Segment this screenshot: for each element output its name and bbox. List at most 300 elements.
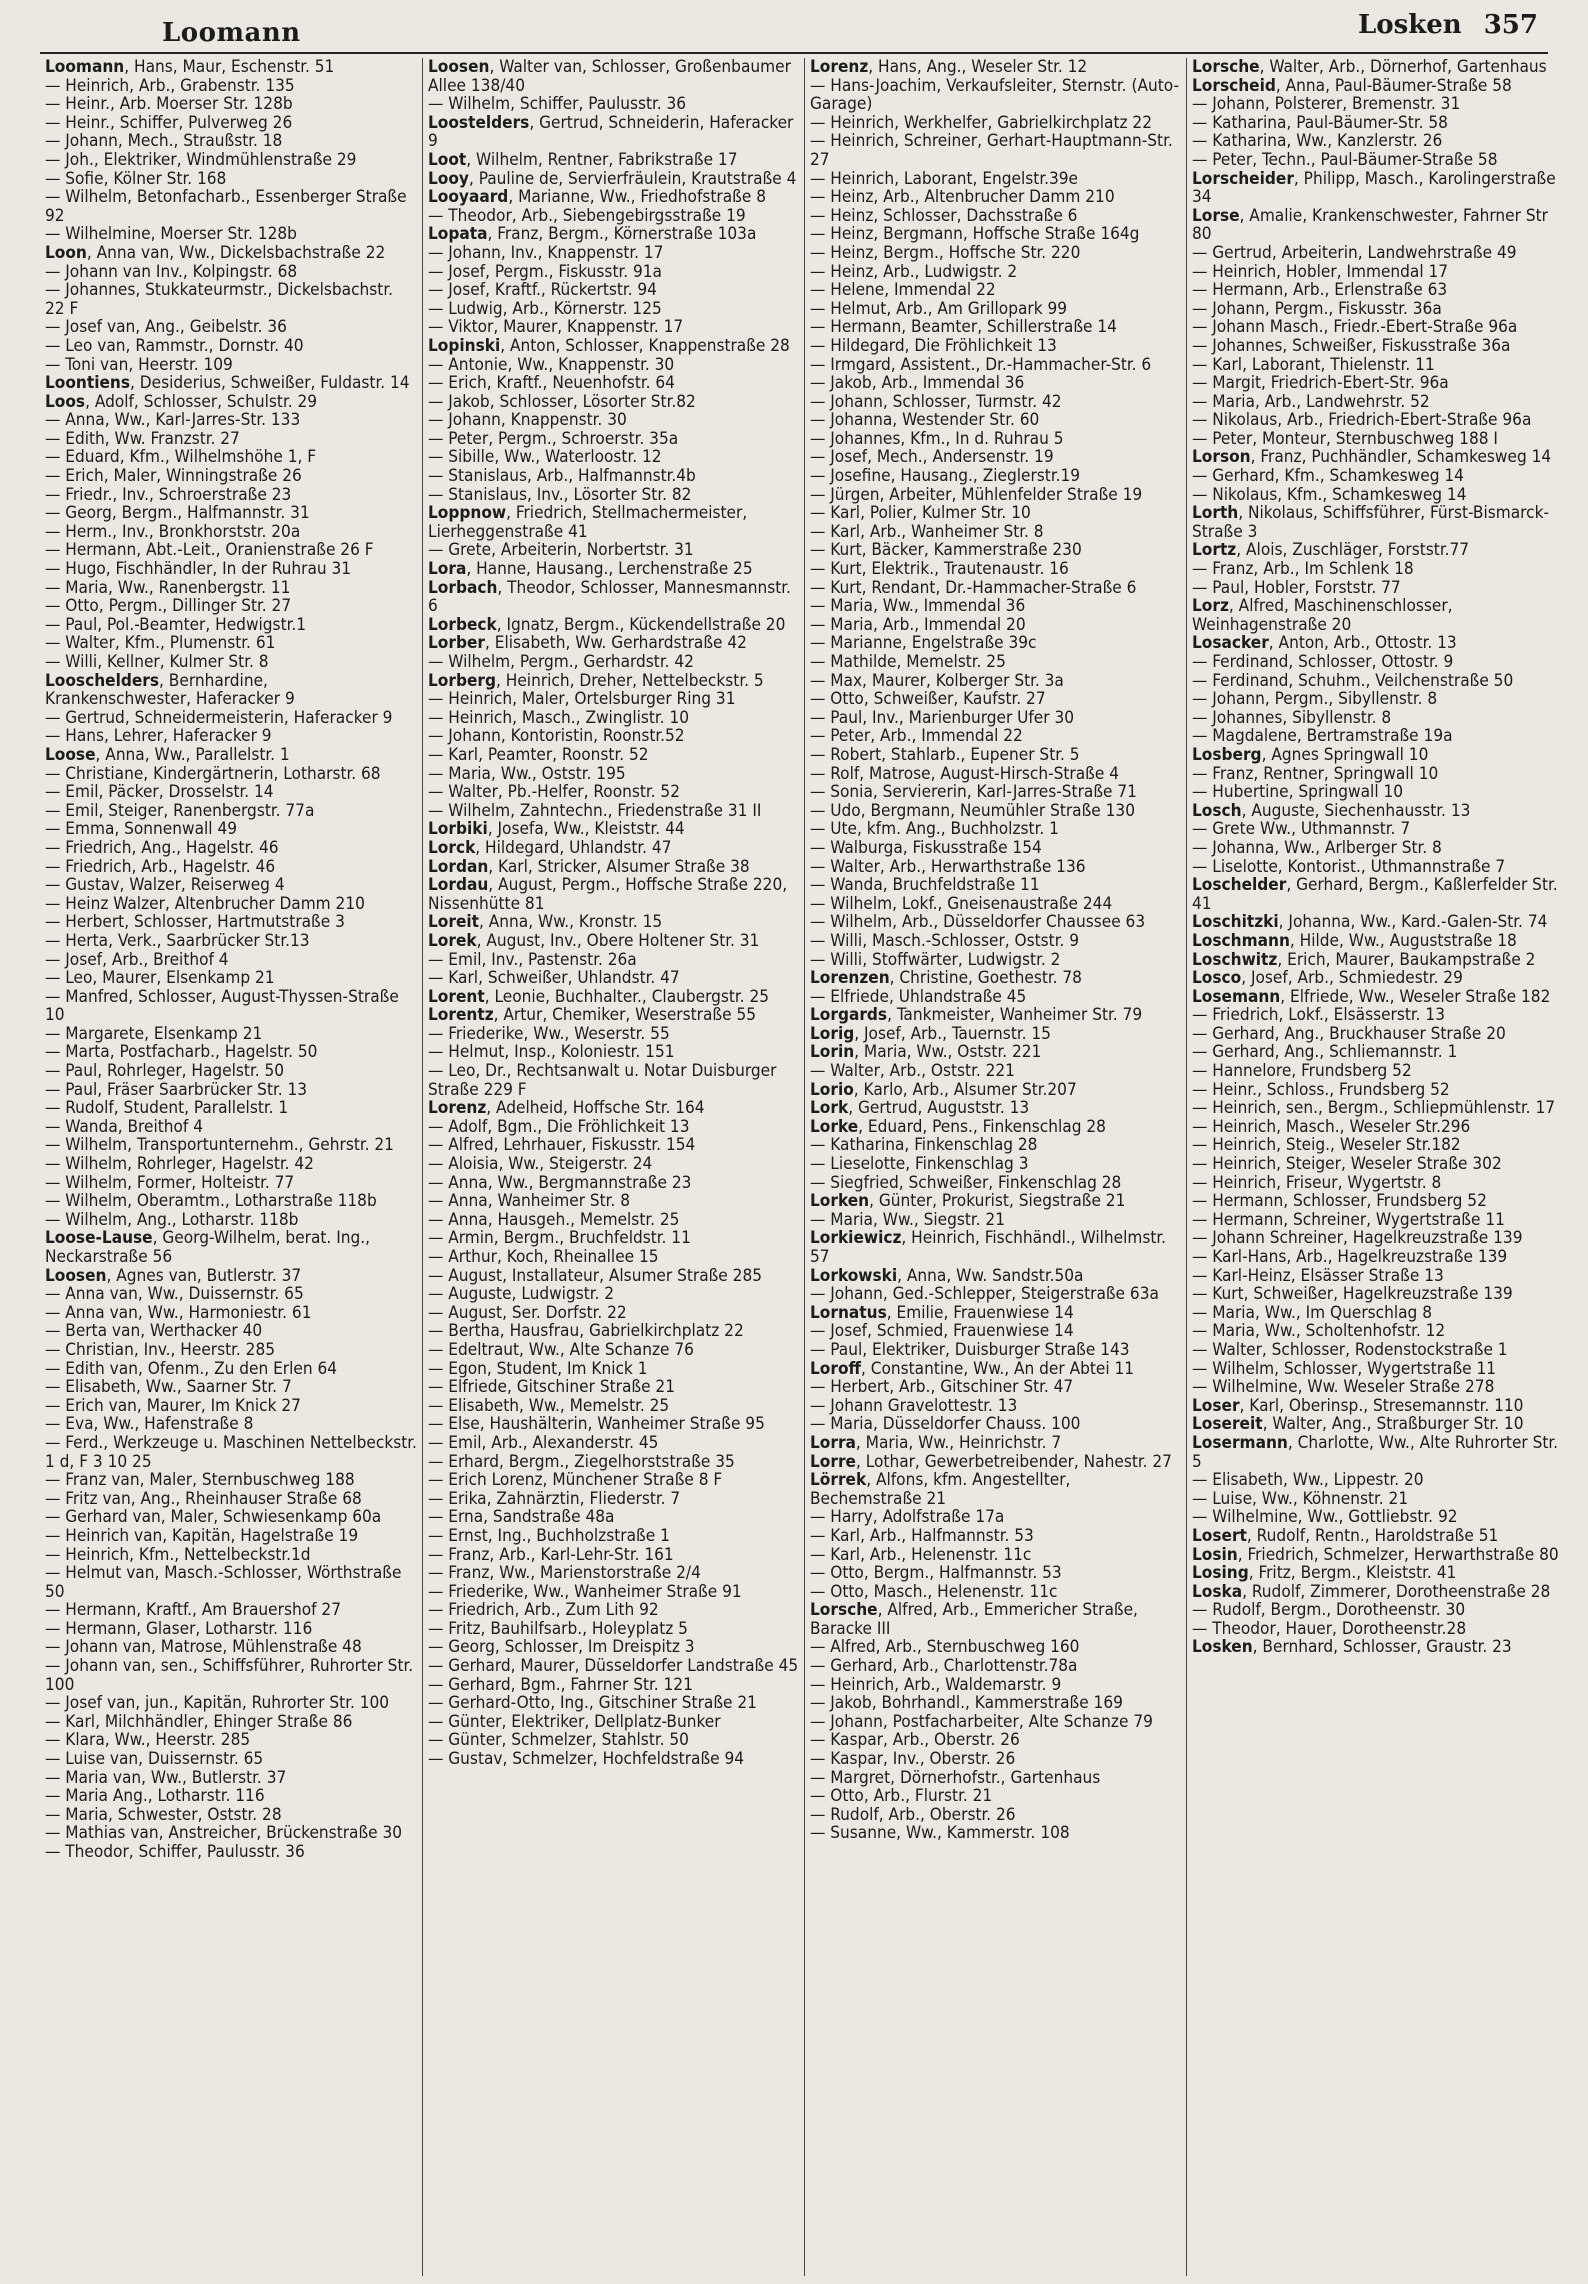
- directory-entry: — Kaspar, Arb., Oberstr. 26: [810, 1730, 1020, 1751]
- directory-entry: — Johannes, Kfm., In d. Ruhrau 5: [810, 428, 1064, 449]
- directory-entry: Lorra, Maria, Ww., Heinrichstr. 7: [810, 1432, 1062, 1453]
- directory-entry: Lortz, Alois, Zuschläger, Forststr.77: [1192, 540, 1470, 561]
- directory-entry: — Willi, Kellner, Kulmer Str. 8: [45, 652, 269, 672]
- directory-entry: — Heinrich, Werkhelfer, Gabrielkirchplatz 22: [810, 112, 1152, 133]
- directory-entry: — Maria, Arb., Immendal 20: [810, 614, 1026, 635]
- directory-entry: — Heinrich, Laborant, Engelstr.39e: [810, 168, 1078, 189]
- directory-entry: — Wilhelmine, Moerser Str. 128b: [45, 224, 297, 245]
- directory-entry: — Paul, Elektriker, Duisburger Straße 143: [810, 1339, 1130, 1360]
- directory-entry: — Ferd., Werkzeuge u. Maschinen Nettelbeckstr. 1 d, F 3 10 25: [45, 1432, 417, 1472]
- directory-entry: — Karl, Arb., Halfmannstr. 53: [810, 1525, 1034, 1546]
- directory-entry: — Maria, Düsseldorfer Chauss. 100: [810, 1414, 1081, 1435]
- directory-entry: Lorkowski, Anna, Ww. Sandstr.50a: [810, 1265, 1084, 1286]
- directory-entry: — Peter, Pergm., Schroerstr. 35a: [428, 428, 679, 449]
- directory-entry: — Elisabeth, Ww., Lippestr. 20: [1192, 1470, 1424, 1491]
- directory-entry: — Maria, Ww., Oststr. 195: [428, 763, 626, 784]
- entry-surname: Lorberg: [428, 670, 496, 691]
- directory-entry: — Josef van, Ang., Geibelstr. 36: [45, 317, 287, 338]
- directory-entry: Lora, Hanne, Hausang., Lerchenstraße 25: [428, 559, 753, 580]
- directory-entry: — Wilhelm, Schlosser, Wygertstraße 11: [1192, 1358, 1497, 1379]
- directory-entry: — Manfred, Schlosser, August-Thyssen-Straße 10: [45, 986, 399, 1026]
- directory-entry: — Luise van, Duissernstr. 65: [45, 1749, 264, 1770]
- entry-surname: Loppnow: [428, 503, 507, 524]
- directory-entry: — Ludwig, Arb., Körnerstr. 125: [428, 298, 662, 319]
- directory-entry: Losken, Bernhard, Schlosser, Graustr. 23: [1192, 1637, 1512, 1658]
- entry-surname: Lorio: [810, 1079, 854, 1100]
- directory-entry: — Friedrich, Lokf., Elsässerstr. 13: [1192, 1005, 1445, 1026]
- directory-entry: — Gustav, Schmelzer, Hochfeldstraße 94: [428, 1749, 745, 1770]
- directory-entry: — Max, Maurer, Kolberger Str. 3a: [810, 670, 1064, 691]
- directory-entry: — Bertha, Hausfrau, Gabrielkirchplatz 22: [428, 1321, 744, 1342]
- directory-entry: — Franz, Ww., Marienstorstraße 2/4: [428, 1563, 701, 1584]
- directory-entry: — Erhard, Bergm., Ziegelhorststraße 35: [428, 1451, 735, 1472]
- directory-entry: — Wilhelm, Transportunternehm., Gehrstr. 21: [45, 1135, 394, 1156]
- entry-surname: Lorz: [1192, 596, 1229, 617]
- directory-entry: — Maria, Arb., Landwehrstr. 52: [1192, 391, 1430, 412]
- directory-entry: Loska, Rudolf, Zimmerer, Dorotheenstraße 28: [1192, 1581, 1551, 1602]
- entry-surname: Lordan: [428, 856, 489, 877]
- directory-entry: — Siegfried, Schweißer, Finkenschlag 28: [810, 1172, 1122, 1193]
- directory-entry: — Wilhelm, Lokf., Gneisenaustraße 244: [810, 893, 1113, 914]
- directory-entry: — Heinrich, Hobler, Immendal 17: [1192, 261, 1449, 282]
- entry-surname: Losacker: [1192, 633, 1269, 654]
- directory-entry: — Christiane, Kindergärtnerin, Lotharstr. 68: [45, 763, 381, 784]
- directory-entry: — Karl, Arb., Helenenstr. 11c: [810, 1544, 1032, 1565]
- directory-entry: — Wilhelm, Zahntechn., Friedenstraße 31 II: [428, 800, 762, 821]
- column-2: [422, 58, 804, 2276]
- directory-entry: — Johanna, Westender Str. 60: [810, 410, 1040, 431]
- directory-entry: — Gertrud, Schneidermeisterin, Haferacker 9: [45, 707, 393, 728]
- entry-surname: Lorbeck: [428, 614, 497, 635]
- directory-entry: — Maria, Ww., Ranenbergstr. 11: [45, 577, 291, 598]
- entry-surname: Loose-Lause: [45, 1228, 153, 1249]
- directory-entry: Lorbeck, Ignatz, Bergm., Kückendellstraße 20: [428, 614, 786, 635]
- entry-surname: Losken: [1192, 1637, 1253, 1658]
- directory-entry: Lorsche, Alfred, Arb., Emmericher Straße, Baracke III: [810, 1600, 1138, 1639]
- entry-surname: Lorken: [810, 1191, 870, 1212]
- directory-entry: — Herbert, Schlosser, Hartmutstraße 3: [45, 912, 345, 933]
- directory-entry: — Herta, Verk., Saarbrücker Str.13: [45, 930, 310, 951]
- directory-entry: — Friedr., Inv., Schroerstraße 23: [45, 484, 292, 505]
- entry-surname: Lorra: [810, 1432, 856, 1453]
- entry-surname: Loostelders: [428, 112, 530, 133]
- directory-entry: — Helmut van, Masch.-Schlosser, Wörthstraße 50: [45, 1563, 402, 1602]
- directory-entry: — Heinz, Bergm., Hoffsche Str. 220: [810, 242, 1081, 263]
- directory-entry: Loreit, Anna, Ww., Kronstr. 15: [428, 912, 663, 933]
- directory-entry: — Christian, Inv., Heerstr. 285: [45, 1339, 276, 1360]
- directory-entry: Losin, Friedrich, Schmelzer, Herwarthstraße 80: [1192, 1544, 1559, 1565]
- directory-entry: — Anna, Hausgeh., Memelstr. 25: [428, 1209, 680, 1230]
- entry-surname: Lorek: [428, 930, 477, 951]
- directory-entry: — Willi, Masch.-Schlosser, Oststr. 9: [810, 930, 1080, 951]
- directory-entry: — Katharina, Paul-Bäumer-Str. 58: [1192, 112, 1448, 133]
- directory-entry: — Peter, Monteur, Sternbuschweg 188 I: [1192, 428, 1498, 449]
- directory-entry: — Maria, Ww., Siegstr. 21: [810, 1209, 1005, 1230]
- directory-entry: — Edith van, Ofenm., Zu den Erlen 64: [45, 1358, 338, 1379]
- directory-entry: — Johann Masch., Friedr.-Ebert-Straße 96a: [1192, 317, 1518, 338]
- directory-entry: Lorent, Leonie, Buchhalter., Claubergstr. 25: [428, 986, 770, 1007]
- directory-entry: — Karl, Milchhändler, Ehinger Straße 86: [45, 1711, 353, 1732]
- entry-surname: Lorscheid: [1192, 75, 1276, 96]
- entry-surname: Lorkowski: [810, 1265, 898, 1286]
- entry-surname: Loser: [1192, 1395, 1240, 1416]
- entry-surname: Lopinski: [428, 335, 501, 356]
- directory-entry: — Marta, Postfacharb., Hagelstr. 50: [45, 1042, 318, 1063]
- directory-entry: — Alfred, Arb., Sternbuschweg 160: [810, 1637, 1080, 1658]
- entry-surname: Lörrek: [810, 1470, 867, 1491]
- directory-entry: — Maria van, Ww., Butlerstr. 37: [45, 1767, 287, 1788]
- entry-surname: Looy: [428, 168, 469, 189]
- directory-entry: — Lieselotte, Finkenschlag 3: [810, 1154, 1029, 1175]
- directory-entry: Loschmann, Hilde, Ww., Auguststraße 18: [1192, 930, 1517, 951]
- directory-entry: — Margret, Dörnerhofstr., Gartenhaus: [810, 1767, 1101, 1788]
- entry-surname: Loschitzki: [1192, 912, 1279, 933]
- directory-entry: — Heinrich, Masch., Zwinglistr. 10: [428, 707, 690, 728]
- directory-entry: — Helmut, Arb., Am Grillopark 99: [810, 298, 1068, 319]
- directory-entry: — Heinrich, Kfm., Nettelbeckstr.1d: [45, 1544, 311, 1565]
- directory-entry: — Nikolaus, Kfm., Schamkesweg 14: [1192, 484, 1467, 505]
- directory-entry: — Johann, Mech., Straußstr. 18: [45, 131, 283, 152]
- header-right-keyword: Losken: [1357, 10, 1462, 40]
- entry-surname: Loroff: [810, 1358, 861, 1379]
- directory-entry: Lorscheider, Philipp, Masch., Karolingerstraße 34: [1192, 168, 1556, 208]
- directory-entry: — Hermann, Kraftf., Am Brauershof 27: [45, 1600, 341, 1621]
- directory-entry: — Eduard, Kfm., Wilhelmshöhe 1, F: [45, 447, 317, 468]
- directory-entry: — Marianne, Engelstraße 39c: [810, 633, 1037, 654]
- directory-entry: — Wilhelm, Pergm., Gerhardstr. 42: [428, 652, 694, 672]
- entry-surname: Losemann: [1192, 986, 1281, 1007]
- entry-surname: Losberg: [1192, 744, 1262, 765]
- directory-entry: Losco, Josef, Arb., Schmiedestr. 29: [1192, 968, 1463, 989]
- directory-entry: — Maria, Ww., Immendal 36: [810, 596, 1026, 617]
- directory-entry: — Katharina, Finkenschlag 28: [810, 1135, 1038, 1156]
- directory-entry: — Wilhelmine, Ww. Weseler Straße 278: [1192, 1377, 1495, 1398]
- directory-entry: — Paul, Fräser Saarbrücker Str. 13: [45, 1079, 308, 1100]
- directory-entry: Loppnow, Friedrich, Stellmachermeister, Lierheggenstraße 41: [428, 503, 748, 542]
- directory-entry: — Paul, Inv., Marienburger Ufer 30: [810, 707, 1075, 728]
- directory-entry: Lorbach, Theodor, Schlosser, Mannesmannstr. 6: [428, 577, 791, 617]
- directory-entry: Losermann, Charlotte, Ww., Alte Ruhrorter Str. 5: [1192, 1432, 1559, 1472]
- directory-entry: — Wilhelm, Former, Holteistr. 77: [45, 1172, 295, 1193]
- directory-entry: — August, Ser. Dorfstr. 22: [428, 1302, 627, 1323]
- directory-entry: — Walter, Arb., Oststr. 221: [810, 1061, 1015, 1082]
- directory-entry: — Otto, Masch., Helenenstr. 11c: [810, 1581, 1058, 1602]
- directory-entry: Lorentz, Artur, Chemiker, Weserstraße 55: [428, 1005, 757, 1026]
- directory-entry: — Georg, Bergm., Halfmannstr. 31: [45, 503, 310, 524]
- directory-entry: — Günter, Schmelzer, Stahlstr. 50: [428, 1730, 689, 1751]
- entry-surname: Loose: [45, 744, 96, 765]
- directory-entry: — Heinrich van, Kapitän, Hagelstraße 19: [45, 1525, 359, 1546]
- entry-surname: Lorenz: [810, 58, 869, 77]
- directory-entry: — Heinrich, Steig., Weseler Str.182: [1192, 1135, 1461, 1156]
- directory-entry: Loos, Adolf, Schlosser, Schulstr. 29: [45, 391, 318, 412]
- directory-entry: — Viktor, Maurer, Knappenstr. 17: [428, 317, 684, 338]
- directory-entry: — Harry, Adolfstraße 17a: [810, 1507, 1005, 1528]
- directory-entry: — Hubertine, Springwall 10: [1192, 782, 1404, 803]
- directory-entry: — Josef, Pergm., Fiskusstr. 91a: [428, 261, 662, 282]
- directory-entry: — Fritz, Bauhilfsarb., Holeyplatz 5: [428, 1618, 688, 1639]
- entry-surname: Lorke: [810, 1116, 859, 1137]
- directory-entry: — Heinr., Arb. Moerser Str. 128b: [45, 94, 293, 115]
- directory-entry: — Hermann, Glaser, Lotharstr. 116: [45, 1618, 313, 1639]
- directory-entry: — Heinrich, Maler, Ortelsburger Ring 31: [428, 689, 736, 710]
- directory-entry: — Heinz, Arb., Altenbrucher Damm 210: [810, 187, 1115, 208]
- directory-entry: — Hildegard, Die Fröhlichkeit 13: [810, 335, 1057, 356]
- directory-entry: — Johann van Inv., Kolpingstr. 68: [45, 261, 298, 282]
- directory-entry: — Willi, Stoffwärter, Ludwigstr. 2: [810, 949, 1061, 970]
- directory-entry: — Rudolf, Bergm., Dorotheenstr. 30: [1192, 1600, 1466, 1621]
- entry-surname: Lorgards: [810, 1005, 888, 1026]
- entry-surname: Lorsche: [1192, 58, 1260, 77]
- directory-entry: — Anna, Ww., Bergmannstraße 23: [428, 1172, 692, 1193]
- directory-entry: — Wilhelm, Betonfacharb., Essenberger Straße 92: [45, 187, 407, 226]
- directory-entry: — Gerhard, Kfm., Schamkesweg 14: [1192, 466, 1464, 487]
- directory-entry: — Josef van, jun., Kapitän, Ruhrorter Str. 100: [45, 1693, 390, 1714]
- directory-entry: Lorenz, Hans, Ang., Weseler Str. 12: [810, 58, 1088, 77]
- directory-entry: Lorth, Nikolaus, Schiffsführer, Fürst-Bismarck-Straße 3: [1192, 503, 1550, 542]
- directory-entry: — Stanislaus, Inv., Lösorter Str. 82: [428, 484, 692, 505]
- directory-entry: — Wilhelm, Arb., Düsseldorfer Chaussee 63: [810, 912, 1146, 933]
- directory-entry: — Johann, Pergm., Sibyllenstr. 8: [1192, 689, 1438, 710]
- directory-entry: — Mathilde, Memelstr. 25: [810, 652, 1006, 672]
- directory-entry: Losert, Rudolf, Rentn., Haroldstraße 51: [1192, 1525, 1499, 1546]
- directory-entry: — Heinrich, sen., Bergm., Schliepmühlenstr. 17: [1192, 1098, 1556, 1119]
- directory-entry: — Ernst, Ing., Buchholzstraße 1: [428, 1525, 670, 1546]
- directory-entry: — Kurt, Elektrik., Trautenaustr. 16: [810, 559, 1069, 580]
- directory-entry: — Karl-Hans, Arb., Hagelkreuzstraße 139: [1192, 1247, 1508, 1267]
- directory-entry: Loschwitz, Erich, Maurer, Baukampstraße 2: [1192, 949, 1536, 970]
- column-4: [1186, 58, 1568, 2276]
- directory-entry: Lorberg, Heinrich, Dreher, Nettelbeckstr. 5: [428, 670, 764, 691]
- directory-entry: — Karl, Schweißer, Uhlandstr. 47: [428, 968, 680, 989]
- entry-surname: Losert: [1192, 1525, 1247, 1546]
- directory-entry: Lorber, Elisabeth, Ww. Gerhardstraße 42: [428, 633, 747, 654]
- directory-entry: Losacker, Anton, Arb., Ottostr. 13: [1192, 633, 1457, 654]
- directory-entry: — Hans, Lehrer, Haferacker 9: [45, 726, 272, 747]
- directory-entry: — Johanna, Ww., Arlberger Str. 8: [1192, 837, 1442, 858]
- directory-entry: — Georg, Schlosser, Im Dreispitz 3: [428, 1637, 695, 1658]
- directory-entry: Loschelder, Gerhard, Bergm., Kaßlerfelder Str. 41: [1192, 875, 1558, 914]
- directory-entry: — Heinrich, Steiger, Weseler Straße 302: [1192, 1154, 1502, 1175]
- entry-surname: Lorck: [428, 837, 476, 858]
- directory-entry: — Joh., Elektriker, Windmühlenstraße 29: [45, 149, 357, 170]
- directory-entry: — Friedrich, Ang., Hagelstr. 46: [45, 837, 279, 858]
- entry-surname: Loschwitz: [1192, 949, 1278, 970]
- directory-entry: — Wilhelm, Schiffer, Paulusstr. 36: [428, 94, 687, 115]
- directory-entry: — Hans-Joachim, Verkaufsleiter, Sternstr. (Auto-Garage): [810, 75, 1180, 115]
- directory-entry: Loontiens, Desiderius, Schweißer, Fuldastr. 14: [45, 373, 410, 394]
- directory-entry: — Else, Haushälterin, Wanheimer Straße 95: [428, 1414, 765, 1435]
- directory-entry: — Hermann, Abt.-Leit., Oranienstraße 26 F: [45, 540, 374, 561]
- entry-surname: Loreit: [428, 912, 480, 933]
- directory-entry: — Johann, Polsterer, Bremenstr. 31: [1192, 94, 1461, 115]
- directory-entry: — Paul, Hobler, Forststr. 77: [1192, 577, 1401, 598]
- directory-entry: — Kurt, Rendant, Dr.-Hammacher-Straße 6: [810, 577, 1137, 598]
- directory-entry: — Walter, Kfm., Plumenstr. 61: [45, 633, 276, 654]
- directory-entry: Loosen, Walter van, Schlosser, Großenbaumer Allee 138/40: [428, 58, 791, 96]
- directory-entry: — Elisabeth, Ww., Saarner Str. 7: [45, 1377, 292, 1398]
- directory-entry: — Heinz, Arb., Ludwigstr. 2: [810, 261, 1018, 282]
- directory-entry: — Otto, Pergm., Dillinger Str. 27: [45, 596, 292, 617]
- entry-surname: Loschelder: [1192, 875, 1287, 896]
- directory-entry: Lorin, Maria, Ww., Oststr. 221: [810, 1042, 1042, 1063]
- directory-entry: — Jakob, Bohrhandl., Kammerstraße 169: [810, 1693, 1123, 1714]
- directory-entry: — Heinz Walzer, Altenbrucher Damm 210: [45, 893, 365, 914]
- directory-entry: — Karl, Laborant, Thielenstr. 11: [1192, 354, 1435, 375]
- directory-entry: — Johann, Ged.-Schlepper, Steigerstraße 63a: [810, 1284, 1159, 1305]
- entry-surname: Lorentz: [428, 1005, 494, 1026]
- directory-entry: — Heinz, Schlosser, Dachsstraße 6: [810, 205, 1078, 226]
- directory-entry: — Otto, Bergm., Halfmannstr. 53: [810, 1563, 1062, 1584]
- directory-entry: — Rudolf, Arb., Oberstr. 26: [810, 1804, 1016, 1825]
- directory-entry: — Helmut, Insp., Koloniestr. 151: [428, 1042, 675, 1063]
- directory-entry: — Johann van, Matrose, Mühlenstraße 48: [45, 1637, 362, 1658]
- directory-entry: — Hugo, Fischhändler, In der Ruhrau 31: [45, 559, 352, 580]
- directory-entry: Losereit, Walter, Ang., Straßburger Str. 10: [1192, 1414, 1524, 1435]
- directory-entry: — Friedrich, Arb., Hagelstr. 46: [45, 856, 276, 877]
- entry-surname: Losermann: [1192, 1432, 1288, 1453]
- directory-entry: Loose-Lause, Georg-Wilhelm, berat. Ing., Neckarstraße 56: [45, 1228, 371, 1267]
- directory-entry: — Luise, Ww., Köhnenstr. 21: [1192, 1488, 1409, 1509]
- directory-entry: — Wilhelm, Ang., Lotharstr. 118b: [45, 1209, 299, 1230]
- directory-entry: — Jürgen, Arbeiter, Mühlenfelder Straße 19: [810, 484, 1143, 505]
- directory-entry: — Hermann, Schlosser, Frundsberg 52: [1192, 1191, 1487, 1212]
- directory-entry: — Elfriede, Uhlandstraße 45: [810, 986, 1027, 1007]
- directory-entry: Loose, Anna, Ww., Parallelstr. 1: [45, 744, 290, 765]
- directory-entry: Looyaard, Marianne, Ww., Friedhofstraße 8: [428, 187, 766, 208]
- directory-entry: — Robert, Stahlarb., Eupener Str. 5: [810, 744, 1080, 765]
- directory-entry: — Kaspar, Inv., Oberstr. 26: [810, 1749, 1016, 1770]
- directory-entry: Loschitzki, Johanna, Ww., Kard.-Galen-Str. 74: [1192, 912, 1548, 933]
- directory-entry: — Gustav, Walzer, Reiserweg 4: [45, 875, 285, 896]
- directory-entry: — Heinrich, Arb., Grabenstr. 135: [45, 75, 295, 96]
- directory-entry: — Hermann, Schreiner, Wygertstraße 11: [1192, 1209, 1505, 1230]
- entry-surname: Loos: [45, 391, 86, 412]
- directory-entry: — Johann Gravelottestr. 13: [810, 1395, 1018, 1416]
- directory-entry: — Erich, Maler, Winningstraße 26: [45, 466, 302, 487]
- directory-entry: — Stanislaus, Arb., Halfmannstr.4b: [428, 466, 696, 487]
- directory-entry: Lorek, August, Inv., Obere Holtener Str. 31: [428, 930, 760, 951]
- entry-surname: Lorscheider: [1192, 168, 1294, 189]
- column-3: [804, 58, 1186, 2276]
- directory-entry: — Berta van, Werthacker 40: [45, 1321, 263, 1342]
- directory-entry: Loon, Anna van, Ww., Dickelsbachstraße 22: [45, 242, 386, 263]
- directory-entry: — Johannes, Sibyllenstr. 8: [1192, 707, 1392, 728]
- directory-entry: — Gerhard-Otto, Ing., Gitschiner Straße 21: [428, 1693, 757, 1714]
- entry-surname: Lorent: [428, 986, 485, 1007]
- directory-entry: — Leo van, Rammstr., Dornstr. 40: [45, 335, 304, 356]
- directory-entry: — Emma, Sonnenwall 49: [45, 819, 238, 840]
- directory-entry: — Wilhelm, Rohrleger, Hagelstr. 42: [45, 1154, 314, 1175]
- directory-entry: — Adolf, Bgm., Die Fröhlichkeit 13: [428, 1116, 690, 1137]
- entry-surname: Lorenz: [428, 1098, 487, 1119]
- directory-entry: — Gerhard, Ang., Schliemannstr. 1: [1192, 1042, 1458, 1063]
- directory-entry: — Heinrich, Masch., Weseler Str.296: [1192, 1116, 1471, 1137]
- directory-entry: — Friederike, Ww., Wanheimer Straße 91: [428, 1581, 742, 1602]
- directory-entry: Lorig, Josef, Arb., Tauernstr. 15: [810, 1023, 1051, 1044]
- entry-surname: Loon: [45, 242, 87, 263]
- directory-entry: — Margit, Friedrich-Ebert-Str. 96a: [1192, 373, 1449, 394]
- directory-entry: Lordan, Karl, Stricker, Alsumer Straße 38: [428, 856, 750, 877]
- directory-entry: — Hannelore, Frundsberg 52: [1192, 1061, 1412, 1082]
- entry-surname: Lortz: [1192, 540, 1237, 561]
- directory-entry: Lorenzen, Christine, Goethestr. 78: [810, 968, 1082, 989]
- entry-surname: Lorber: [428, 633, 485, 654]
- directory-entry: — Erich Lorenz, Münchener Straße 8 F: [428, 1470, 723, 1491]
- entry-surname: Looyaard: [428, 187, 509, 208]
- directory-entry: Losemann, Elfriede, Ww., Weseler Straße 182: [1192, 986, 1551, 1007]
- directory-entry: — Karl, Arb., Wanheimer Str. 8: [810, 521, 1044, 542]
- directory-entry: — Fritz van, Ang., Rheinhauser Straße 68: [45, 1488, 362, 1509]
- entry-surname: Lorre: [810, 1451, 856, 1472]
- directory-entry: — Karl, Peamter, Roonstr. 52: [428, 744, 649, 765]
- directory-entry: — Johann, Kontoristin, Roonstr.52: [428, 726, 685, 747]
- directory-entry: Lorenz, Adelheid, Hoffsche Str. 164: [428, 1098, 705, 1119]
- entry-surname: Losch: [1192, 800, 1242, 821]
- directory-entry: — Heinrich, Schreiner, Gerhart-Hauptmann-Str. 27: [810, 131, 1173, 170]
- directory-entry: — Emil, Arb., Alexanderstr. 45: [428, 1432, 659, 1453]
- directory-entry: — Gerhard van, Maler, Schwiesenkamp 60a: [45, 1507, 382, 1528]
- entry-surname: Lorbach: [428, 577, 498, 598]
- directory-entry: — Johann van, sen., Schiffsführer, Ruhrorter Str. 100: [45, 1656, 414, 1695]
- directory-entry: — Johann, Postfacharbeiter, Alte Schanze 79: [810, 1711, 1153, 1732]
- directory-entry: — Herbert, Arb., Gitschiner Str. 47: [810, 1377, 1074, 1398]
- directory-entry: — Wanda, Breithof 4: [45, 1116, 203, 1137]
- directory-entry: — Rudolf, Student, Parallelstr. 1: [45, 1098, 289, 1119]
- directory-entry: — Antonie, Ww., Knappenstr. 30: [428, 354, 675, 375]
- entry-surname: Lorth: [1192, 503, 1239, 524]
- entry-surname: Losin: [1192, 1544, 1238, 1565]
- directory-entry: — Heinrich, Friseur, Wygertstr. 8: [1192, 1172, 1442, 1193]
- directory-entry: — Grete Ww., Uthmannstr. 7: [1192, 819, 1411, 840]
- directory-entry: — Peter, Techn., Paul-Bäumer-Straße 58: [1192, 149, 1498, 170]
- directory-entry: Looy, Pauline de, Servierfräulein, Krautstraße 4: [428, 168, 797, 189]
- directory-entry: — Hermann, Beamter, Schillerstraße 14: [810, 317, 1117, 338]
- directory-entry: — Franz, Arb., Im Schlenk 18: [1192, 559, 1414, 580]
- directory-entry: — Friedrich, Arb., Zum Lith 92: [428, 1600, 659, 1621]
- directory-entry: — Ute, kfm. Ang., Buchholzstr. 1: [810, 819, 1059, 840]
- entry-surname: Lorenzen: [810, 968, 890, 989]
- header-left-keyword: Loomann: [162, 18, 301, 48]
- directory-entry: — Liselotte, Kontorist., Uthmannstraße 7: [1192, 856, 1506, 877]
- directory-entry: — Josef, Schmied, Frauenwiese 14: [810, 1321, 1074, 1342]
- directory-entry: — Heinrich, Arb., Waldemarstr. 9: [810, 1674, 1062, 1695]
- directory-entry: — Sofie, Kölner Str. 168: [45, 168, 227, 189]
- directory-entry: — Josefine, Hausang., Zieglerstr.19: [810, 466, 1081, 487]
- directory-entry: — Irmgard, Assistent., Dr.-Hammacher-Str. 6: [810, 354, 1152, 375]
- directory-entry: Lork, Gertrud, Auguststr. 13: [810, 1098, 1030, 1119]
- directory-entry: — Paul, Pol.-Beamter, Hedwigstr.1: [45, 614, 307, 635]
- header-right: [1358, 10, 1538, 40]
- entry-surname: Lorse: [1192, 205, 1240, 226]
- directory-entry: — Walter, Arb., Herwarthstraße 136: [810, 856, 1086, 877]
- directory-entry: — Emil, Päcker, Drosselstr. 14: [45, 782, 274, 803]
- directory-entry: — Maria, Ww., Im Querschlag 8: [1192, 1302, 1432, 1323]
- directory-entry: Losberg, Agnes Springwall 10: [1192, 744, 1429, 765]
- directory-entry: — Anna van, Ww., Harmoniestr. 61: [45, 1302, 312, 1323]
- directory-entry: — Jakob, Arb., Immendal 36: [810, 373, 1025, 394]
- directory-entry: — Anna, Ww., Karl-Jarres-Str. 133: [45, 410, 301, 431]
- directory-entry: — Edeltraut, Ww., Alte Schanze 76: [428, 1339, 694, 1360]
- directory-entry: — Mathias van, Anstreicher, Brückenstraße 30: [45, 1823, 403, 1844]
- directory-entry: Lorsche, Walter, Arb., Dörnerhof, Gartenhaus: [1192, 58, 1547, 77]
- directory-entry: — Wanda, Bruchfeldstraße 11: [810, 875, 1040, 896]
- directory-entry: — Rolf, Matrose, August-Hirsch-Straße 4: [810, 763, 1119, 784]
- directory-entry: — Margarete, Elsenkamp 21: [45, 1023, 263, 1044]
- directory-entry: Loroff, Constantine, Ww., An der Abtei 11: [810, 1358, 1135, 1379]
- directory-entry: Lorre, Lothar, Gewerbetreibender, Nahestr. 27: [810, 1451, 1172, 1472]
- page-header: [40, 8, 1548, 54]
